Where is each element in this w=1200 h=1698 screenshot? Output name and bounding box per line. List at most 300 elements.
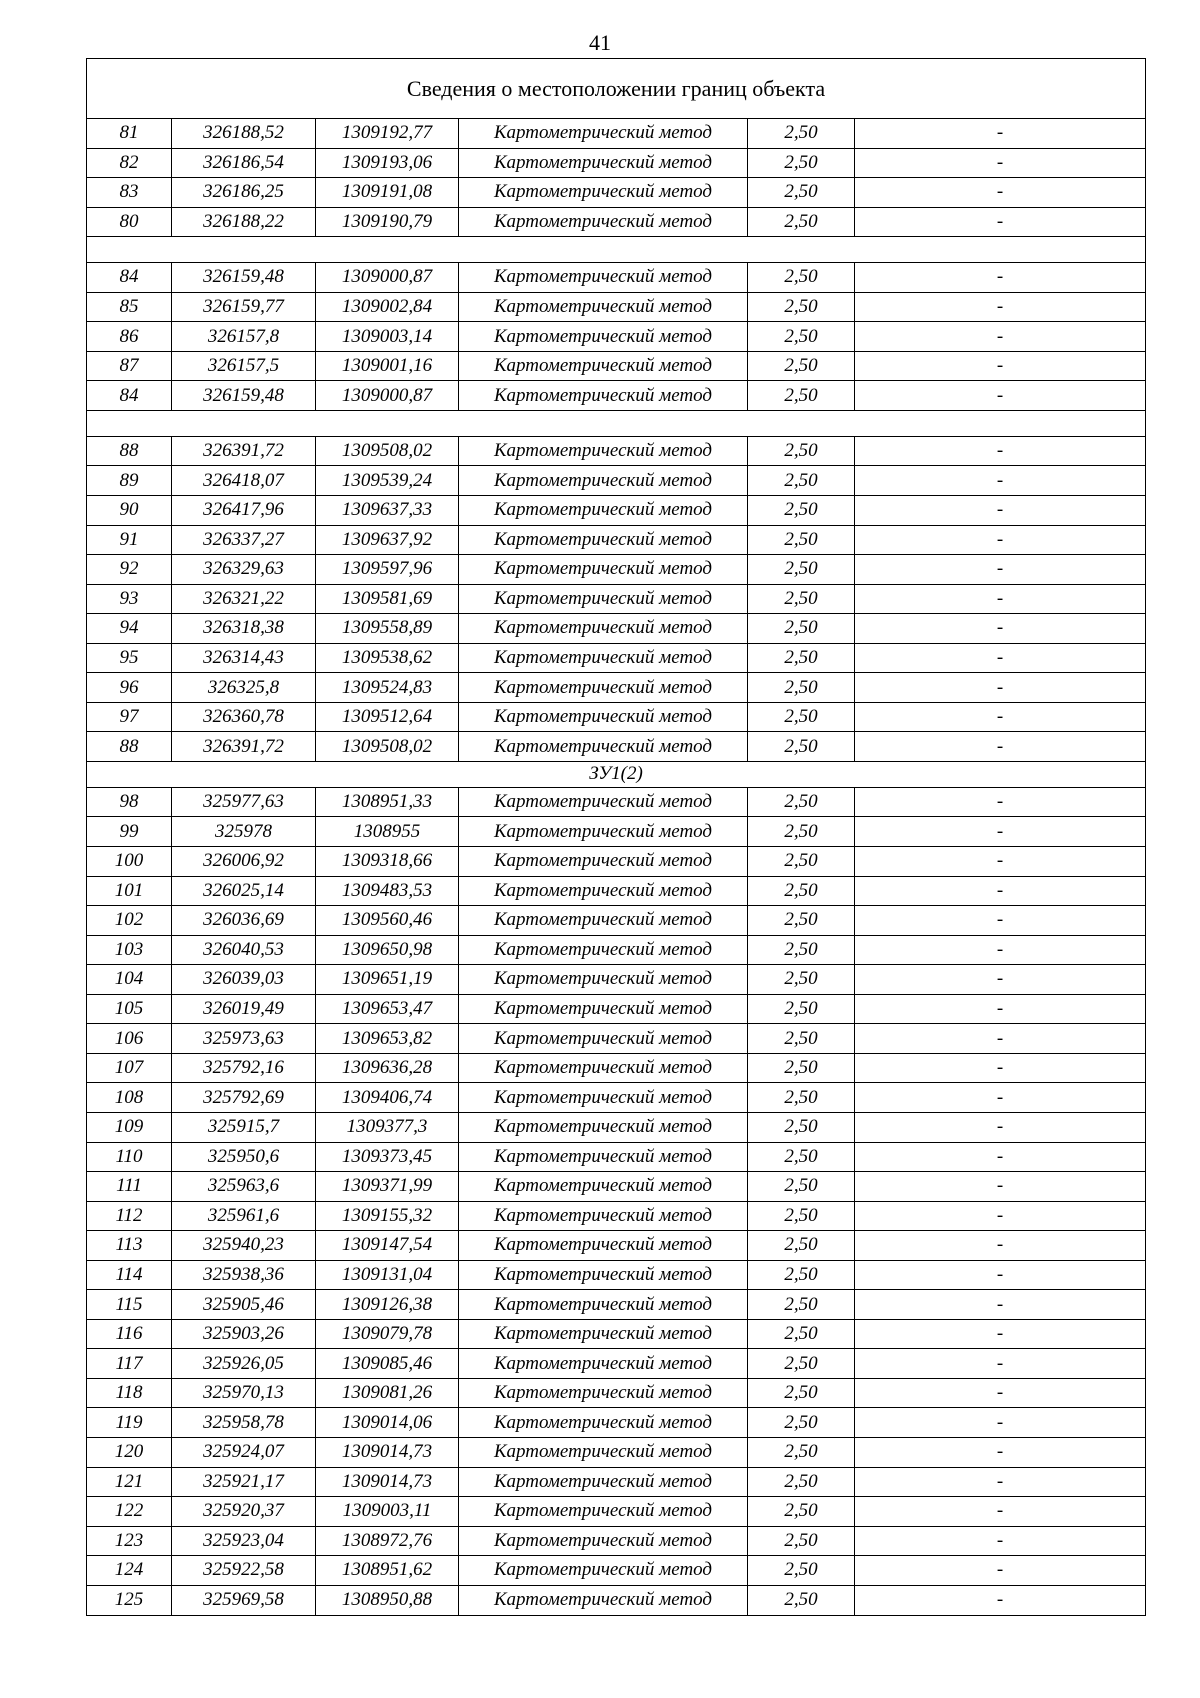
method-cell: Картометрический метод <box>459 119 748 148</box>
point-number-cell: 89 <box>87 466 172 495</box>
point-number-cell: 101 <box>87 877 172 906</box>
description-cell: - <box>996 820 1004 842</box>
description-cell: - <box>996 1352 1004 1374</box>
point-number-cell: 95 <box>87 644 172 673</box>
description-cell: - <box>996 440 1004 462</box>
table-row <box>87 1113 1145 1143</box>
description-cell: - <box>996 850 1004 872</box>
table-row <box>87 526 1145 556</box>
precision-cell: 2,50 <box>748 352 855 381</box>
y-coordinate-cell: 1309653,47 <box>316 995 459 1024</box>
point-number-cell: 109 <box>87 1113 172 1142</box>
table-row <box>87 1349 1145 1379</box>
description-cell: - <box>996 181 1004 203</box>
method-cell: Картометрический метод <box>459 437 748 466</box>
x-coordinate-cell: 326019,49 <box>172 995 316 1024</box>
x-coordinate-cell: 326337,27 <box>172 526 316 555</box>
table-row <box>87 788 1145 818</box>
table-row <box>87 995 1145 1025</box>
description-cell: - <box>996 1411 1004 1433</box>
table-row <box>87 703 1145 733</box>
x-coordinate-cell: 326318,38 <box>172 614 316 643</box>
precision-cell: 2,50 <box>748 1497 855 1526</box>
point-number-cell: 88 <box>87 437 172 466</box>
description-cell: - <box>996 909 1004 931</box>
precision-cell: 2,50 <box>748 614 855 643</box>
method-cell: Картометрический метод <box>459 965 748 994</box>
precision-cell: 2,50 <box>748 817 855 846</box>
x-coordinate-cell: 325958,78 <box>172 1408 316 1437</box>
table-row <box>87 1408 1145 1438</box>
x-coordinate-cell: 325905,46 <box>172 1290 316 1319</box>
x-coordinate-cell: 325920,37 <box>172 1497 316 1526</box>
description-cell: - <box>996 1589 1004 1611</box>
method-cell: Картометрический метод <box>459 293 748 322</box>
table-row <box>87 732 1145 762</box>
method-cell: Картометрический метод <box>459 555 748 584</box>
method-cell: Картометрический метод <box>459 936 748 965</box>
precision-cell: 2,50 <box>748 437 855 466</box>
description-cell: - <box>996 384 1004 406</box>
table-row <box>87 1143 1145 1173</box>
point-number-cell: 88 <box>87 732 172 761</box>
precision-cell: 2,50 <box>748 466 855 495</box>
description-cell: - <box>996 879 1004 901</box>
description-cell: - <box>996 998 1004 1020</box>
y-coordinate-cell: 1309318,66 <box>316 847 459 876</box>
x-coordinate-cell: 326391,72 <box>172 732 316 761</box>
description-cell: - <box>996 1323 1004 1345</box>
method-cell: Картометрический метод <box>459 1231 748 1260</box>
y-coordinate-cell: 1309406,74 <box>316 1083 459 1112</box>
table-row <box>87 1320 1145 1350</box>
y-coordinate-cell: 1309508,02 <box>316 437 459 466</box>
precision-cell: 2,50 <box>748 293 855 322</box>
table-row <box>87 322 1145 352</box>
precision-cell: 2,50 <box>748 496 855 525</box>
y-coordinate-cell: 1308950,88 <box>316 1586 459 1616</box>
description-cell: - <box>996 1470 1004 1492</box>
point-number-cell: 115 <box>87 1290 172 1319</box>
x-coordinate-cell: 325924,07 <box>172 1438 316 1467</box>
method-cell: Картометрический метод <box>459 1202 748 1231</box>
table-row <box>87 1468 1145 1498</box>
precision-cell: 2,50 <box>748 1024 855 1053</box>
precision-cell: 2,50 <box>748 1468 855 1497</box>
description-cell: - <box>996 469 1004 491</box>
method-cell: Картометрический метод <box>459 1408 748 1437</box>
description-cell: - <box>996 647 1004 669</box>
y-coordinate-cell: 1309003,11 <box>316 1497 459 1526</box>
x-coordinate-cell: 326186,54 <box>172 149 316 178</box>
x-coordinate-cell: 325792,69 <box>172 1083 316 1112</box>
x-coordinate-cell: 326188,52 <box>172 119 316 148</box>
table-row <box>87 381 1145 411</box>
x-coordinate-cell: 326391,72 <box>172 437 316 466</box>
y-coordinate-cell: 1308951,33 <box>316 788 459 817</box>
x-coordinate-cell: 326188,22 <box>172 208 316 237</box>
description-cell: - <box>996 676 1004 698</box>
table-row <box>87 1497 1145 1527</box>
table-row <box>87 119 1145 149</box>
x-coordinate-cell: 326040,53 <box>172 936 316 965</box>
y-coordinate-cell: 1309014,73 <box>316 1438 459 1467</box>
method-cell: Картометрический метод <box>459 703 748 732</box>
y-coordinate-cell: 1309636,28 <box>316 1054 459 1083</box>
description-cell: - <box>996 1116 1004 1138</box>
point-number-cell: 105 <box>87 995 172 1024</box>
precision-cell: 2,50 <box>748 995 855 1024</box>
description-cell: - <box>996 1234 1004 1256</box>
method-cell: Картометрический метод <box>459 352 748 381</box>
y-coordinate-cell: 1309147,54 <box>316 1231 459 1260</box>
point-number-cell: 114 <box>87 1261 172 1290</box>
method-cell: Картометрический метод <box>459 208 748 237</box>
table-row <box>87 1083 1145 1113</box>
method-cell: Картометрический метод <box>459 178 748 207</box>
y-coordinate-cell: 1309637,33 <box>316 496 459 525</box>
point-number-cell: 112 <box>87 1202 172 1231</box>
x-coordinate-cell: 326321,22 <box>172 585 316 614</box>
precision-cell: 2,50 <box>748 906 855 935</box>
description-cell: - <box>996 1263 1004 1285</box>
y-coordinate-cell: 1308972,76 <box>316 1527 459 1556</box>
precision-cell: 2,50 <box>748 1143 855 1172</box>
table-row <box>87 1527 1145 1557</box>
x-coordinate-cell: 326329,63 <box>172 555 316 584</box>
precision-cell: 2,50 <box>748 1202 855 1231</box>
point-number-cell: 113 <box>87 1231 172 1260</box>
y-coordinate-cell: 1309001,16 <box>316 352 459 381</box>
precision-cell: 2,50 <box>748 119 855 148</box>
x-coordinate-cell: 326025,14 <box>172 877 316 906</box>
precision-cell: 2,50 <box>748 1261 855 1290</box>
description-cell: - <box>996 1057 1004 1079</box>
boundary-table <box>86 58 1146 1616</box>
y-coordinate-cell: 1309131,04 <box>316 1261 459 1290</box>
method-cell: Картометрический метод <box>459 614 748 643</box>
description-cell: - <box>996 1086 1004 1108</box>
description-cell: - <box>996 325 1004 347</box>
description-cell: - <box>996 558 1004 580</box>
precision-cell: 2,50 <box>748 1172 855 1201</box>
point-number-cell: 123 <box>87 1527 172 1556</box>
y-coordinate-cell: 1309003,14 <box>316 322 459 351</box>
method-cell: Картометрический метод <box>459 496 748 525</box>
x-coordinate-cell: 325903,26 <box>172 1320 316 1349</box>
description-cell: - <box>996 1529 1004 1551</box>
table-row <box>87 1054 1145 1084</box>
description-cell: - <box>996 1500 1004 1522</box>
table-row <box>87 1556 1145 1586</box>
precision-cell: 2,50 <box>748 847 855 876</box>
y-coordinate-cell: 1309085,46 <box>316 1349 459 1378</box>
separator-row <box>87 411 1145 437</box>
table-row <box>87 352 1145 382</box>
table-row <box>87 293 1145 323</box>
table-row <box>87 1261 1145 1291</box>
x-coordinate-cell: 326159,48 <box>172 381 316 410</box>
y-coordinate-cell: 1309512,64 <box>316 703 459 732</box>
precision-cell: 2,50 <box>748 1556 855 1585</box>
description-cell: - <box>996 1175 1004 1197</box>
precision-cell: 2,50 <box>748 1438 855 1467</box>
point-number-cell: 80 <box>87 208 172 237</box>
table-row <box>87 1438 1145 1468</box>
x-coordinate-cell: 326159,77 <box>172 293 316 322</box>
method-cell: Картометрический метод <box>459 466 748 495</box>
precision-cell: 2,50 <box>748 381 855 410</box>
x-coordinate-cell: 325922,58 <box>172 1556 316 1585</box>
point-number-cell: 90 <box>87 496 172 525</box>
point-number-cell: 102 <box>87 906 172 935</box>
method-cell: Картометрический метод <box>459 263 748 292</box>
method-cell: Картометрический метод <box>459 995 748 1024</box>
table-row <box>87 466 1145 496</box>
table-row <box>87 614 1145 644</box>
description-cell: - <box>996 296 1004 317</box>
y-coordinate-cell: 1309508,02 <box>316 732 459 761</box>
method-cell: Картометрический метод <box>459 381 748 410</box>
y-coordinate-cell: 1309558,89 <box>316 614 459 643</box>
table-row <box>87 847 1145 877</box>
x-coordinate-cell: 325970,13 <box>172 1379 316 1408</box>
method-cell: Картометрический метод <box>459 1113 748 1142</box>
table-row <box>87 178 1145 208</box>
description-cell: - <box>996 266 1004 288</box>
precision-cell: 2,50 <box>748 208 855 237</box>
precision-cell: 2,50 <box>748 1113 855 1142</box>
description-cell: - <box>996 1441 1004 1463</box>
table-row <box>87 906 1145 936</box>
y-coordinate-cell: 1309002,84 <box>316 293 459 322</box>
table-row <box>87 877 1145 907</box>
method-cell: Картометрический метод <box>459 877 748 906</box>
x-coordinate-cell: 326314,43 <box>172 644 316 673</box>
precision-cell: 2,50 <box>748 178 855 207</box>
method-cell: Картометрический метод <box>459 1143 748 1172</box>
x-coordinate-cell: 325977,63 <box>172 788 316 817</box>
x-coordinate-cell: 326186,25 <box>172 178 316 207</box>
precision-cell: 2,50 <box>748 1349 855 1378</box>
precision-cell: 2,50 <box>748 1320 855 1349</box>
method-cell: Картометрический метод <box>459 1024 748 1053</box>
description-cell: - <box>996 617 1004 639</box>
table-row <box>87 585 1145 615</box>
point-number-cell: 111 <box>87 1172 172 1201</box>
y-coordinate-cell: 1309081,26 <box>316 1379 459 1408</box>
precision-cell: 2,50 <box>748 1408 855 1437</box>
method-cell: Картометрический метод <box>459 1527 748 1556</box>
point-number-cell: 118 <box>87 1379 172 1408</box>
x-coordinate-cell: 325926,05 <box>172 1349 316 1378</box>
x-coordinate-cell: 326006,92 <box>172 847 316 876</box>
description-cell: - <box>996 528 1004 550</box>
precision-cell: 2,50 <box>748 732 855 761</box>
table-row <box>87 263 1145 293</box>
precision-cell: 2,50 <box>748 1054 855 1083</box>
point-number-cell: 121 <box>87 1468 172 1497</box>
method-cell: Картометрический метод <box>459 788 748 817</box>
precision-cell: 2,50 <box>748 1083 855 1112</box>
x-coordinate-cell: 325963,6 <box>172 1172 316 1201</box>
table-row <box>87 644 1145 674</box>
x-coordinate-cell: 326157,5 <box>172 352 316 381</box>
x-coordinate-cell: 326159,48 <box>172 263 316 292</box>
description-cell: - <box>996 1204 1004 1226</box>
point-number-cell: 94 <box>87 614 172 643</box>
precision-cell: 2,50 <box>748 1527 855 1556</box>
table-row <box>87 1290 1145 1320</box>
precision-cell: 2,50 <box>748 703 855 732</box>
point-number-cell: 85 <box>87 293 172 322</box>
description-cell: - <box>996 587 1004 609</box>
point-number-cell: 93 <box>87 585 172 614</box>
point-number-cell: 82 <box>87 149 172 178</box>
x-coordinate-cell: 325792,16 <box>172 1054 316 1083</box>
y-coordinate-cell: 1309637,92 <box>316 526 459 555</box>
y-coordinate-cell: 1309126,38 <box>316 1290 459 1319</box>
table-row <box>87 208 1145 238</box>
description-cell: - <box>996 210 1004 232</box>
table-row <box>87 673 1145 703</box>
table-row <box>87 437 1145 467</box>
x-coordinate-cell: 325969,58 <box>172 1586 316 1616</box>
point-number-cell: 116 <box>87 1320 172 1349</box>
y-coordinate-cell: 1309192,77 <box>316 119 459 148</box>
point-number-cell: 122 <box>87 1497 172 1526</box>
y-coordinate-cell: 1309539,24 <box>316 466 459 495</box>
table-row <box>87 555 1145 585</box>
description-cell: - <box>996 1382 1004 1404</box>
y-coordinate-cell: 1309581,69 <box>316 585 459 614</box>
point-number-cell: 117 <box>87 1349 172 1378</box>
x-coordinate-cell: 325950,6 <box>172 1143 316 1172</box>
method-cell: Картометрический метод <box>459 644 748 673</box>
description-cell: - <box>996 151 1004 173</box>
precision-cell: 2,50 <box>748 1231 855 1260</box>
point-number-cell: 104 <box>87 965 172 994</box>
description-cell: - <box>996 1293 1004 1315</box>
y-coordinate-cell: 1309651,19 <box>316 965 459 994</box>
description-cell: - <box>996 355 1004 377</box>
point-number-cell: 106 <box>87 1024 172 1053</box>
point-number-cell: 119 <box>87 1408 172 1437</box>
method-cell: Картометрический метод <box>459 322 748 351</box>
precision-cell: 2,50 <box>748 1379 855 1408</box>
point-number-cell: 103 <box>87 936 172 965</box>
y-coordinate-cell: 1309650,98 <box>316 936 459 965</box>
description-cell: - <box>996 1027 1004 1049</box>
y-coordinate-cell: 1309191,08 <box>316 178 459 207</box>
table-row <box>87 965 1145 995</box>
method-cell: Картометрический метод <box>459 1320 748 1349</box>
method-cell: Картометрический метод <box>459 526 748 555</box>
x-coordinate-cell: 325940,23 <box>172 1231 316 1260</box>
point-number-cell: 107 <box>87 1054 172 1083</box>
method-cell: Картометрический метод <box>459 1468 748 1497</box>
x-coordinate-cell: 325915,7 <box>172 1113 316 1142</box>
point-number-cell: 98 <box>87 788 172 817</box>
y-coordinate-cell: 1309653,82 <box>316 1024 459 1053</box>
description-cell: - <box>996 968 1004 990</box>
point-number-cell: 97 <box>87 703 172 732</box>
y-coordinate-cell: 1309371,99 <box>316 1172 459 1201</box>
x-coordinate-cell: 325921,17 <box>172 1468 316 1497</box>
precision-cell: 2,50 <box>748 965 855 994</box>
description-cell: - <box>996 938 1004 960</box>
y-coordinate-cell: 1309377,3 <box>316 1113 459 1142</box>
x-coordinate-cell: 326360,78 <box>172 703 316 732</box>
precision-cell: 2,50 <box>748 644 855 673</box>
method-cell: Картометрический метод <box>459 1349 748 1378</box>
y-coordinate-cell: 1309560,46 <box>316 906 459 935</box>
method-cell: Картометрический метод <box>459 149 748 178</box>
method-cell: Картометрический метод <box>459 1083 748 1112</box>
precision-cell: 2,50 <box>748 149 855 178</box>
y-coordinate-cell: 1309014,73 <box>316 1468 459 1497</box>
point-number-cell: 92 <box>87 555 172 584</box>
y-coordinate-cell: 1309538,62 <box>316 644 459 673</box>
table-row <box>87 149 1145 179</box>
y-coordinate-cell: 1308955 <box>316 817 459 846</box>
x-coordinate-cell: 325973,63 <box>172 1024 316 1053</box>
y-coordinate-cell: 1309000,87 <box>316 263 459 292</box>
y-coordinate-cell: 1309000,87 <box>316 381 459 410</box>
table-row <box>87 817 1145 847</box>
description-cell: - <box>996 122 1004 144</box>
y-coordinate-cell: 1309014,06 <box>316 1408 459 1437</box>
precision-cell: 2,50 <box>748 936 855 965</box>
table-row <box>87 1202 1145 1232</box>
table-caption: Сведения о местоположении границ объекта <box>87 59 1145 119</box>
point-number-cell: 91 <box>87 526 172 555</box>
method-cell: Картометрический метод <box>459 847 748 876</box>
x-coordinate-cell: 326036,69 <box>172 906 316 935</box>
table-row <box>87 1172 1145 1202</box>
point-number-cell: 83 <box>87 178 172 207</box>
table-row <box>87 496 1145 526</box>
description-cell: - <box>996 735 1004 757</box>
x-coordinate-cell: 325961,6 <box>172 1202 316 1231</box>
point-number-cell: 81 <box>87 119 172 148</box>
precision-cell: 2,50 <box>748 322 855 351</box>
method-cell: Картометрический метод <box>459 1586 748 1616</box>
method-cell: Картометрический метод <box>459 1261 748 1290</box>
point-number-cell: 96 <box>87 673 172 702</box>
precision-cell: 2,50 <box>748 555 855 584</box>
x-coordinate-cell: 326325,8 <box>172 673 316 702</box>
precision-cell: 2,50 <box>748 673 855 702</box>
point-number-cell: 87 <box>87 352 172 381</box>
method-cell: Картометрический метод <box>459 1172 748 1201</box>
precision-cell: 2,50 <box>748 788 855 817</box>
description-cell: - <box>996 706 1004 728</box>
y-coordinate-cell: 1309155,32 <box>316 1202 459 1231</box>
y-coordinate-cell: 1309597,96 <box>316 555 459 584</box>
table-row <box>87 1379 1145 1409</box>
y-coordinate-cell: 1309079,78 <box>316 1320 459 1349</box>
method-cell: Картометрический метод <box>459 1290 748 1319</box>
method-cell: Картометрический метод <box>459 1497 748 1526</box>
precision-cell: 2,50 <box>748 877 855 906</box>
table-row <box>87 1231 1145 1261</box>
table-row <box>87 1586 1145 1616</box>
description-cell: - <box>996 1145 1004 1167</box>
y-coordinate-cell: 1309190,79 <box>316 208 459 237</box>
description-cell: - <box>996 791 1004 813</box>
x-coordinate-cell: 326418,07 <box>172 466 316 495</box>
